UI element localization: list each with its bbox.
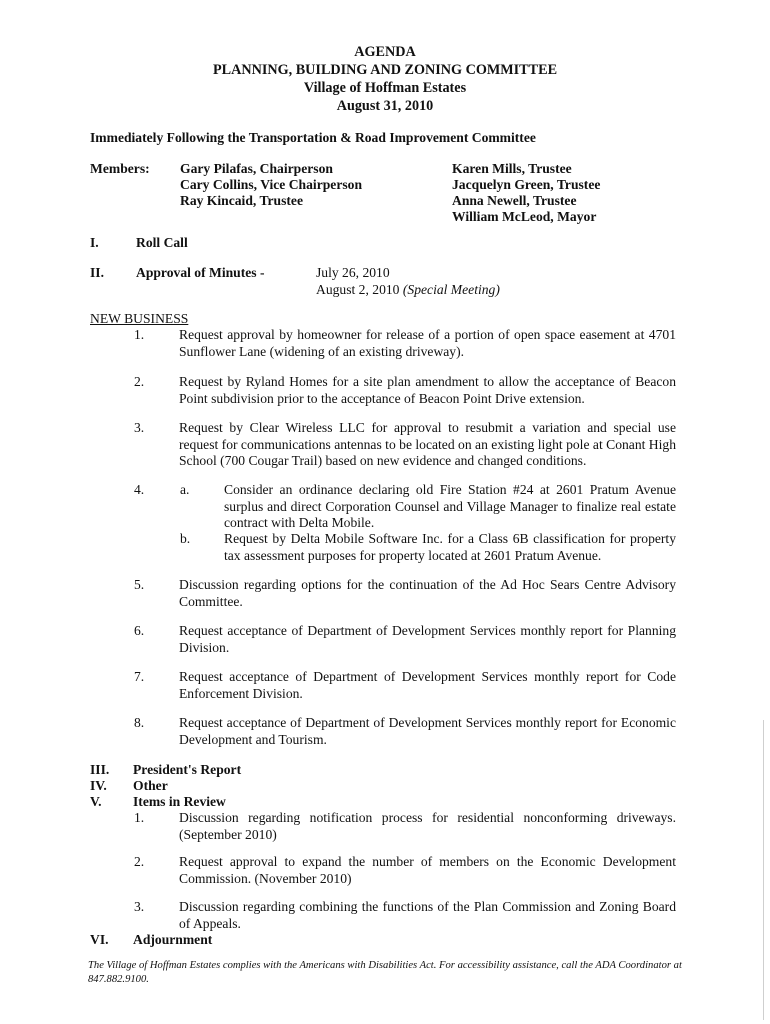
adjournment-label: Adjournment [133, 932, 213, 947]
member-left-1: Gary Pilafas, Chairperson [180, 161, 333, 176]
member-left-2: Cary Collins, Vice Chairperson [180, 177, 363, 192]
section-number: VI. [90, 932, 109, 947]
item-number: 4. [134, 482, 145, 497]
member-left-3: Ray Kincaid, Trustee [180, 193, 303, 208]
agenda-title: AGENDA [354, 44, 416, 60]
item-number: 1. [134, 327, 145, 342]
item-number: 3. [134, 899, 145, 914]
members-label: Members: [90, 161, 150, 176]
minutes-date-1: July 26, 2010 [316, 265, 390, 280]
new-business-item: Request by Clear Wireless LLC for approval to resubmit a variation and special use request for communications antennas to be located on an existing light pole at Conant High School (700 Cougar Trail) based on new evidence and changed conditions. [179, 420, 676, 468]
other-label: Other [133, 778, 168, 793]
new-business-item: Request by Ryland Homes for a site plan amendment to allow the acceptance of Beacon Point subdivision prior to the acceptance of Beacon Point Drive extension. [179, 374, 676, 406]
sub-item-label: b. [180, 531, 191, 546]
member-right-4: William McLeod, Mayor [452, 209, 597, 224]
new-business-item: Request acceptance of Department of Development Services monthly report for Economic Development and Tourism. [179, 715, 676, 747]
new-business-item: Request acceptance of Department of Development Services monthly report for Planning Division. [179, 623, 676, 655]
section-number: V. [90, 794, 102, 809]
member-right-2: Jacquelyn Green, Trustee [452, 177, 601, 192]
section-number: I. [90, 235, 99, 250]
special-meeting-note: (Special Meeting) [402, 282, 500, 297]
new-business-sub-item: Request by Delta Mobile Software Inc. for a Class 6B classification for property tax assessment purposes for property located at 2601 Pratum Avenue. [224, 531, 676, 563]
item-number: 2. [134, 854, 145, 869]
minutes-label: Approval of Minutes - [136, 265, 265, 280]
ada-notice: The Village of Hoffman Estates complies with the Americans with Disabilities Act. For accessibility assistance, call the ADA Coordinator at 847.882.9100. [88, 960, 682, 985]
sub-item-label: a. [180, 482, 190, 497]
item-number: 1. [134, 810, 145, 825]
new-business-item: Discussion regarding options for the continuation of the Ad Hoc Sears Centre Advisory Committee. [179, 577, 676, 609]
new-business-item: Request acceptance of Department of Development Services monthly report for Code Enforcement Division. [179, 669, 676, 701]
item-number: 8. [134, 715, 145, 730]
item-number: 2. [134, 374, 145, 389]
new-business-heading: NEW BUSINESS [90, 311, 189, 326]
item-number: 7. [134, 669, 145, 684]
new-business-item: Request approval by homeowner for release of a portion of open space easement at 4701 Sunflower Lane (widening of an existing driveway). [179, 327, 676, 359]
review-item: Discussion regarding notification process for residential nonconforming driveways. (September 2010) [179, 810, 676, 842]
item-number: 5. [134, 577, 145, 592]
section-number: III. [90, 762, 110, 777]
review-item: Request approval to expand the number of members on the Economic Development Commission. (November 2010) [179, 854, 676, 886]
member-right-3: Anna Newell, Trustee [452, 193, 577, 208]
section-number: IV. [90, 778, 107, 793]
review-item: Discussion regarding combining the functions of the Plan Commission and Zoning Board of Appeals. [179, 899, 676, 931]
member-right-1: Karen Mills, Trustee [452, 161, 572, 176]
section-number: II. [90, 265, 104, 280]
meeting-date: August 31, 2010 [336, 98, 434, 114]
items-in-review-label: Items in Review [133, 794, 226, 809]
minutes-date-2-text: August 2, 2010 [316, 282, 400, 297]
item-number: 3. [134, 420, 145, 435]
roll-call-label: Roll Call [136, 235, 188, 250]
new-business-sub-item: Consider an ordinance declaring old Fire Station #24 at 2601 Pratum Avenue surplus and direct Corporation Counsel and Village Manager to finalize real estate contract with Delta Mobile. [224, 482, 676, 530]
minutes-date-2 [316, 282, 500, 299]
committee-title: PLANNING, BUILDING AND ZONING COMMITTEE [212, 62, 558, 78]
following-note: Immediately Following the Transportation & Road Improvement Committee [90, 130, 536, 145]
scan-edge-line [763, 720, 764, 1020]
presidents-report-label: President's Report [133, 762, 242, 777]
village-name: Village of Hoffman Estates [303, 80, 467, 96]
item-number: 6. [134, 623, 145, 638]
